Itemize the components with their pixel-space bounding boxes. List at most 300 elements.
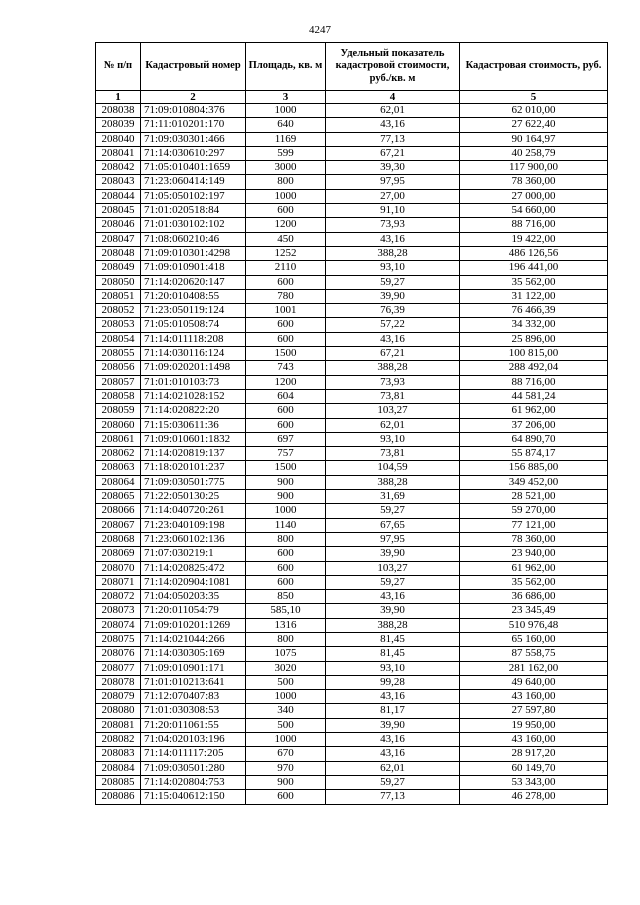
cell-area: 600: [246, 332, 326, 346]
cell-specific-value: 59,27: [326, 775, 460, 789]
cell-cadastral-number: 71:12:070407:83: [141, 690, 246, 704]
cell-specific-value: 39,90: [326, 547, 460, 561]
cell-area: 600: [246, 404, 326, 418]
cell-area: 757: [246, 447, 326, 461]
cell-cadastral-number: 71:23:050119:124: [141, 304, 246, 318]
cell-row-number: 208069: [96, 547, 141, 561]
table-row: [96, 418, 608, 432]
cell-row-number: 208078: [96, 675, 141, 689]
cell-cadastral-number: 71:15:030611:36: [141, 418, 246, 432]
cell-row-number: 208041: [96, 146, 141, 160]
table-row: [96, 218, 608, 232]
cell-row-number: 208048: [96, 246, 141, 260]
cell-cadastral-number: 71:09:020201:1498: [141, 361, 246, 375]
cell-cadastral-value: 40 258,79: [460, 146, 608, 160]
table-row: [96, 790, 608, 804]
cell-row-number: 208046: [96, 218, 141, 232]
cell-cadastral-value: 60 149,70: [460, 761, 608, 775]
table-row: [96, 733, 608, 747]
table-row: [96, 661, 608, 675]
cell-specific-value: 67,65: [326, 518, 460, 532]
cell-area: 1140: [246, 518, 326, 532]
table-row: [96, 189, 608, 203]
cell-cadastral-value: 19 422,00: [460, 232, 608, 246]
cell-row-number: 208067: [96, 518, 141, 532]
column-number: 4: [326, 91, 460, 104]
cell-specific-value: 99,28: [326, 675, 460, 689]
table-row: [96, 504, 608, 518]
cell-row-number: 208070: [96, 561, 141, 575]
cell-cadastral-number: 71:05:050102:197: [141, 189, 246, 203]
cell-specific-value: 77,13: [326, 790, 460, 804]
table-row: [96, 275, 608, 289]
cell-cadastral-value: 486 126,56: [460, 246, 608, 260]
cell-cadastral-value: 54 660,00: [460, 204, 608, 218]
cell-cadastral-number: 71:01:010103:73: [141, 375, 246, 389]
cell-specific-value: 81,45: [326, 632, 460, 646]
cell-row-number: 208060: [96, 418, 141, 432]
cell-specific-value: 39,90: [326, 718, 460, 732]
cell-cadastral-number: 71:09:010201:1269: [141, 618, 246, 632]
cell-area: 743: [246, 361, 326, 375]
cell-cadastral-value: 27 000,00: [460, 189, 608, 203]
table-row: [96, 475, 608, 489]
cell-area: 1252: [246, 246, 326, 260]
cell-specific-value: 67,21: [326, 347, 460, 361]
cell-row-number: 208039: [96, 118, 141, 132]
cell-specific-value: 43,16: [326, 232, 460, 246]
cell-area: 600: [246, 318, 326, 332]
cell-specific-value: 104,59: [326, 461, 460, 475]
cell-row-number: 208057: [96, 375, 141, 389]
table-row: [96, 604, 608, 618]
cell-specific-value: 62,01: [326, 418, 460, 432]
cell-row-number: 208042: [96, 161, 141, 175]
cell-area: 800: [246, 175, 326, 189]
cell-cadastral-number: 71:01:030102:102: [141, 218, 246, 232]
cell-cadastral-number: 71:11:010201:170: [141, 118, 246, 132]
cell-cadastral-value: 23 345,49: [460, 604, 608, 618]
cell-specific-value: 103,27: [326, 404, 460, 418]
table-row: [96, 175, 608, 189]
cell-cadastral-number: 71:09:030501:280: [141, 761, 246, 775]
cell-cadastral-value: 196 441,00: [460, 261, 608, 275]
cell-specific-value: 62,01: [326, 104, 460, 118]
cell-specific-value: 388,28: [326, 361, 460, 375]
cell-area: 585,10: [246, 604, 326, 618]
cell-specific-value: 73,93: [326, 218, 460, 232]
cell-cadastral-number: 71:23:040109:198: [141, 518, 246, 532]
table-row: [96, 132, 608, 146]
table-row: [96, 347, 608, 361]
cell-cadastral-number: 71:14:020825:472: [141, 561, 246, 575]
cell-cadastral-value: 31 122,00: [460, 289, 608, 303]
table-row: [96, 704, 608, 718]
cell-specific-value: 43,16: [326, 733, 460, 747]
cell-cadastral-number: 71:22:050130:25: [141, 490, 246, 504]
cell-area: 3000: [246, 161, 326, 175]
cell-area: 780: [246, 289, 326, 303]
cell-cadastral-value: 27 622,40: [460, 118, 608, 132]
cell-row-number: 208055: [96, 347, 141, 361]
cell-row-number: 208038: [96, 104, 141, 118]
cell-area: 600: [246, 418, 326, 432]
cell-row-number: 208082: [96, 733, 141, 747]
cell-specific-value: 43,16: [326, 690, 460, 704]
page-number: 4247: [309, 24, 331, 36]
cell-row-number: 208071: [96, 575, 141, 589]
cell-specific-value: 388,28: [326, 475, 460, 489]
cell-cadastral-value: 510 976,48: [460, 618, 608, 632]
cell-cadastral-value: 25 896,00: [460, 332, 608, 346]
table-row: [96, 747, 608, 761]
cell-cadastral-number: 71:14:030305:169: [141, 647, 246, 661]
cell-cadastral-value: 87 558,75: [460, 647, 608, 661]
cell-area: 1000: [246, 104, 326, 118]
table-row: [96, 490, 608, 504]
table-row: [96, 404, 608, 418]
table-row: [96, 690, 608, 704]
cell-cadastral-value: 35 562,00: [460, 575, 608, 589]
header-row-number: № п/п: [96, 43, 141, 91]
cell-cadastral-value: 53 343,00: [460, 775, 608, 789]
table-row: [96, 461, 608, 475]
table-row: [96, 289, 608, 303]
table-header-row: [96, 43, 608, 91]
cell-row-number: 208081: [96, 718, 141, 732]
cell-specific-value: 388,28: [326, 618, 460, 632]
cell-row-number: 208062: [96, 447, 141, 461]
cell-area: 500: [246, 718, 326, 732]
table-row: [96, 232, 608, 246]
cell-row-number: 208085: [96, 775, 141, 789]
cell-cadastral-value: 43 160,00: [460, 733, 608, 747]
cell-cadastral-number: 71:05:010508:74: [141, 318, 246, 332]
cell-row-number: 208050: [96, 275, 141, 289]
cell-specific-value: 93,10: [326, 432, 460, 446]
cell-row-number: 208066: [96, 504, 141, 518]
cell-row-number: 208058: [96, 389, 141, 403]
cell-row-number: 208076: [96, 647, 141, 661]
cell-area: 1500: [246, 347, 326, 361]
cell-specific-value: 27,00: [326, 189, 460, 203]
cell-area: 1000: [246, 504, 326, 518]
table-row: [96, 332, 608, 346]
cell-area: 2110: [246, 261, 326, 275]
cell-cadastral-value: 43 160,00: [460, 690, 608, 704]
cell-row-number: 208086: [96, 790, 141, 804]
cell-area: 970: [246, 761, 326, 775]
cell-specific-value: 67,21: [326, 146, 460, 160]
cell-specific-value: 39,90: [326, 604, 460, 618]
cell-row-number: 208052: [96, 304, 141, 318]
table-row: [96, 718, 608, 732]
cell-cadastral-value: 78 360,00: [460, 532, 608, 546]
cell-cadastral-value: 28 917,20: [460, 747, 608, 761]
cell-row-number: 208049: [96, 261, 141, 275]
table-row: [96, 518, 608, 532]
cell-specific-value: 59,27: [326, 575, 460, 589]
cell-area: 600: [246, 790, 326, 804]
cell-specific-value: 81,17: [326, 704, 460, 718]
cell-specific-value: 81,45: [326, 647, 460, 661]
cell-specific-value: 43,16: [326, 747, 460, 761]
cell-area: 900: [246, 775, 326, 789]
cell-cadastral-number: 71:04:050203:35: [141, 590, 246, 604]
cell-area: 1000: [246, 690, 326, 704]
cell-area: 800: [246, 632, 326, 646]
cell-area: 599: [246, 146, 326, 160]
cell-cadastral-number: 71:14:030116:124: [141, 347, 246, 361]
cell-area: 1500: [246, 461, 326, 475]
cell-row-number: 208045: [96, 204, 141, 218]
table-row: [96, 361, 608, 375]
cell-cadastral-number: 71:23:060414:149: [141, 175, 246, 189]
cell-area: 600: [246, 561, 326, 575]
table-row: [96, 561, 608, 575]
cell-specific-value: 57,22: [326, 318, 460, 332]
cell-specific-value: 62,01: [326, 761, 460, 775]
column-number: 2: [141, 91, 246, 104]
cell-row-number: 208075: [96, 632, 141, 646]
cell-cadastral-number: 71:14:020822:20: [141, 404, 246, 418]
cadastral-value-table: [95, 42, 608, 805]
table-row: [96, 590, 608, 604]
cell-specific-value: 43,16: [326, 590, 460, 604]
table-row: [96, 775, 608, 789]
table-row: [96, 104, 608, 118]
cell-cadastral-number: 71:09:010901:171: [141, 661, 246, 675]
table-row: [96, 432, 608, 446]
table-row: [96, 647, 608, 661]
cell-cadastral-value: 35 562,00: [460, 275, 608, 289]
cell-row-number: 208047: [96, 232, 141, 246]
cell-row-number: 208074: [96, 618, 141, 632]
cell-specific-value: 39,30: [326, 161, 460, 175]
cell-cadastral-number: 71:20:011061:55: [141, 718, 246, 732]
cell-area: 1075: [246, 647, 326, 661]
cell-area: 600: [246, 275, 326, 289]
cell-cadastral-number: 71:09:010301:4298: [141, 246, 246, 260]
table-row: [96, 318, 608, 332]
cell-specific-value: 77,13: [326, 132, 460, 146]
cell-row-number: 208040: [96, 132, 141, 146]
cell-cadastral-number: 71:14:021044:266: [141, 632, 246, 646]
cell-cadastral-value: 78 360,00: [460, 175, 608, 189]
column-number: 5: [460, 91, 608, 104]
cell-cadastral-value: 65 160,00: [460, 632, 608, 646]
table-row: [96, 532, 608, 546]
cell-cadastral-number: 71:07:030219:1: [141, 547, 246, 561]
cell-specific-value: 76,39: [326, 304, 460, 318]
cell-cadastral-value: 27 597,80: [460, 704, 608, 718]
cell-cadastral-value: 55 874,17: [460, 447, 608, 461]
cell-area: 900: [246, 490, 326, 504]
cell-cadastral-number: 71:04:020103:196: [141, 733, 246, 747]
cell-specific-value: 91,10: [326, 204, 460, 218]
cell-area: 640: [246, 118, 326, 132]
cell-row-number: 208044: [96, 189, 141, 203]
cell-row-number: 208079: [96, 690, 141, 704]
cell-cadastral-value: 156 885,00: [460, 461, 608, 475]
cell-specific-value: 43,16: [326, 118, 460, 132]
cell-cadastral-number: 71:09:030501:775: [141, 475, 246, 489]
header-cadastral-value: Кадастровая стоимость, руб.: [460, 43, 608, 91]
cell-row-number: 208083: [96, 747, 141, 761]
cell-cadastral-number: 71:18:020101:237: [141, 461, 246, 475]
cell-cadastral-value: 46 278,00: [460, 790, 608, 804]
column-number: 1: [96, 91, 141, 104]
cell-cadastral-number: 71:09:010601:1832: [141, 432, 246, 446]
cell-row-number: 208043: [96, 175, 141, 189]
cell-row-number: 208077: [96, 661, 141, 675]
cell-row-number: 208051: [96, 289, 141, 303]
cell-area: 850: [246, 590, 326, 604]
table-row: [96, 618, 608, 632]
cell-cadastral-value: 62 010,00: [460, 104, 608, 118]
table-row: [96, 389, 608, 403]
table-row: [96, 204, 608, 218]
table-row: [96, 375, 608, 389]
cell-cadastral-number: 71:09:010901:418: [141, 261, 246, 275]
cell-area: 800: [246, 532, 326, 546]
cell-cadastral-number: 71:14:020804:753: [141, 775, 246, 789]
cell-area: 1169: [246, 132, 326, 146]
cell-cadastral-number: 71:14:011118:208: [141, 332, 246, 346]
cell-specific-value: 73,93: [326, 375, 460, 389]
cell-specific-value: 59,27: [326, 504, 460, 518]
header-specific-value: Удельный показатель кадастровой стоимости, руб./кв. м: [326, 43, 460, 91]
cell-cadastral-number: 71:14:020904:1081: [141, 575, 246, 589]
cell-cadastral-number: 71:14:011117:205: [141, 747, 246, 761]
cell-cadastral-number: 71:20:011054:79: [141, 604, 246, 618]
cell-row-number: 208059: [96, 404, 141, 418]
cell-row-number: 208073: [96, 604, 141, 618]
cell-specific-value: 39,90: [326, 289, 460, 303]
header-area: Площадь, кв. м: [246, 43, 326, 91]
cell-cadastral-number: 71:14:020620:147: [141, 275, 246, 289]
cell-cadastral-value: 23 940,00: [460, 547, 608, 561]
cell-cadastral-number: 71:05:010401:1659: [141, 161, 246, 175]
cell-cadastral-value: 34 332,00: [460, 318, 608, 332]
cell-row-number: 208065: [96, 490, 141, 504]
table-row: [96, 447, 608, 461]
cell-cadastral-value: 281 162,00: [460, 661, 608, 675]
table-row: [96, 632, 608, 646]
table-row: [96, 261, 608, 275]
cell-cadastral-number: 71:20:010408:55: [141, 289, 246, 303]
cell-area: 670: [246, 747, 326, 761]
cell-area: 600: [246, 204, 326, 218]
cell-cadastral-value: 64 890,70: [460, 432, 608, 446]
cell-cadastral-value: 349 452,00: [460, 475, 608, 489]
cell-cadastral-value: 37 206,00: [460, 418, 608, 432]
column-number-row: [96, 91, 608, 104]
cell-cadastral-number: 71:23:060102:136: [141, 532, 246, 546]
cell-area: 604: [246, 389, 326, 403]
cell-cadastral-value: 88 716,00: [460, 218, 608, 232]
header-cadastral-number: Кадастровый номер: [141, 43, 246, 91]
cell-cadastral-number: 71:01:010213:641: [141, 675, 246, 689]
cell-area: 1200: [246, 218, 326, 232]
cell-cadastral-value: 28 521,00: [460, 490, 608, 504]
cell-cadastral-value: 117 900,00: [460, 161, 608, 175]
cell-row-number: 208056: [96, 361, 141, 375]
cell-specific-value: 59,27: [326, 275, 460, 289]
cell-cadastral-value: 288 492,04: [460, 361, 608, 375]
table-row: [96, 575, 608, 589]
cell-cadastral-value: 49 640,00: [460, 675, 608, 689]
cell-cadastral-number: 71:09:010804:376: [141, 104, 246, 118]
cell-cadastral-number: 71:14:040720:261: [141, 504, 246, 518]
cell-cadastral-value: 59 270,00: [460, 504, 608, 518]
cell-specific-value: 43,16: [326, 332, 460, 346]
cell-area: 900: [246, 475, 326, 489]
cell-area: 1001: [246, 304, 326, 318]
cell-area: 1000: [246, 733, 326, 747]
table-body: [96, 104, 608, 805]
cell-row-number: 208063: [96, 461, 141, 475]
cell-specific-value: 103,27: [326, 561, 460, 575]
cell-row-number: 208061: [96, 432, 141, 446]
cell-area: 450: [246, 232, 326, 246]
cell-area: 500: [246, 675, 326, 689]
cell-area: 3020: [246, 661, 326, 675]
cell-specific-value: 97,95: [326, 175, 460, 189]
cell-cadastral-value: 100 815,00: [460, 347, 608, 361]
cell-specific-value: 97,95: [326, 532, 460, 546]
column-number: 3: [246, 91, 326, 104]
cell-cadastral-value: 90 164,97: [460, 132, 608, 146]
cell-row-number: 208072: [96, 590, 141, 604]
cell-area: 1200: [246, 375, 326, 389]
cell-specific-value: 93,10: [326, 661, 460, 675]
table-row: [96, 304, 608, 318]
table-row: [96, 761, 608, 775]
cell-cadastral-value: 19 950,00: [460, 718, 608, 732]
cell-area: 340: [246, 704, 326, 718]
cell-row-number: 208084: [96, 761, 141, 775]
table-row: [96, 161, 608, 175]
cell-cadastral-value: 44 581,24: [460, 389, 608, 403]
cell-specific-value: 73,81: [326, 447, 460, 461]
cell-cadastral-number: 71:15:040612:150: [141, 790, 246, 804]
cell-cadastral-value: 88 716,00: [460, 375, 608, 389]
cell-row-number: 208053: [96, 318, 141, 332]
table-row: [96, 118, 608, 132]
cell-specific-value: 93,10: [326, 261, 460, 275]
cell-area: 600: [246, 547, 326, 561]
cell-cadastral-number: 71:14:020819:137: [141, 447, 246, 461]
cell-row-number: 208054: [96, 332, 141, 346]
cell-row-number: 208068: [96, 532, 141, 546]
cell-row-number: 208080: [96, 704, 141, 718]
cell-cadastral-number: 71:14:021028:152: [141, 389, 246, 403]
cell-cadastral-number: 71:01:020518:84: [141, 204, 246, 218]
cell-cadastral-number: 71:09:030301:466: [141, 132, 246, 146]
cell-area: 697: [246, 432, 326, 446]
cell-cadastral-number: 71:14:030610:297: [141, 146, 246, 160]
cell-row-number: 208064: [96, 475, 141, 489]
cell-cadastral-value: 61 962,00: [460, 404, 608, 418]
cell-cadastral-value: 76 466,39: [460, 304, 608, 318]
cell-cadastral-value: 36 686,00: [460, 590, 608, 604]
cell-area: 1316: [246, 618, 326, 632]
cell-cadastral-number: 71:08:060210:46: [141, 232, 246, 246]
cell-cadastral-value: 77 121,00: [460, 518, 608, 532]
table-row: [96, 547, 608, 561]
table-row: [96, 246, 608, 260]
